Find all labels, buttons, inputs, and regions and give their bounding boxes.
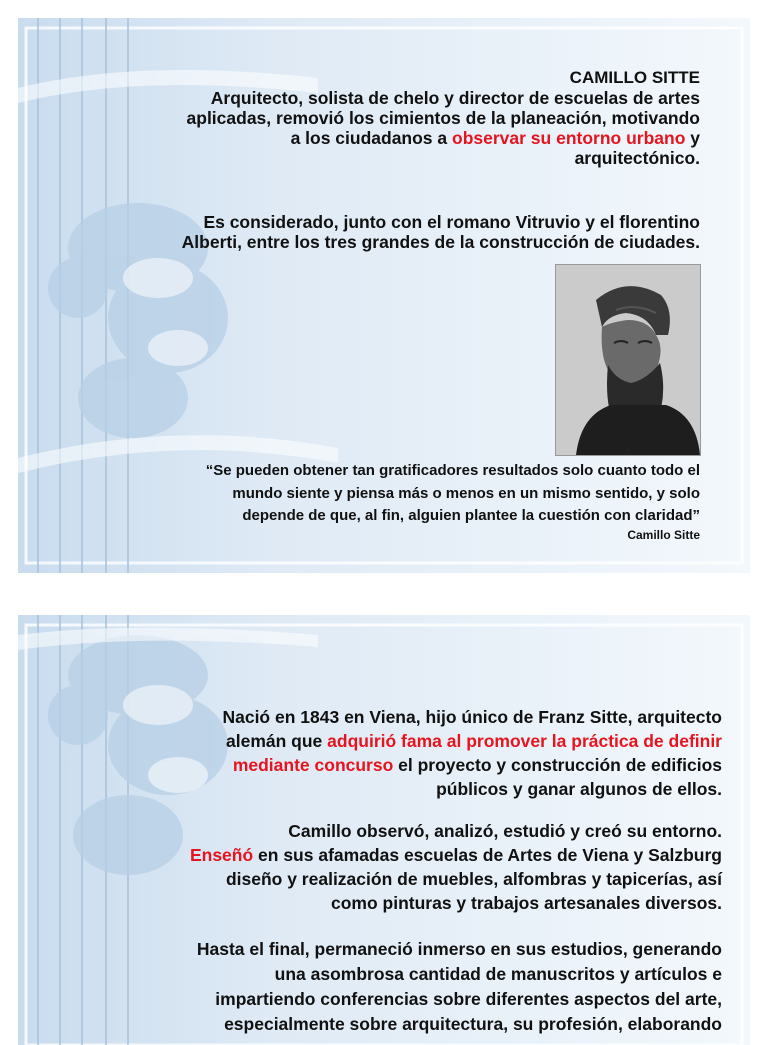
slide-2-paragraph-3: Hasta el final, permaneció inmerso en sus estudios, generando una asombrosa cantidad de manuscritos y artículos e impartiendo conferencias sobre diferentes aspectos del arte, especialmente sobre arquitectura, su profesión, elaborando: [196, 939, 722, 1034]
intro-line: arquitectónico.: [574, 148, 700, 168]
slide-2: [18, 615, 750, 1045]
quote-block: “Se pueden obtener tan gratificadores resultados solo cuanto todo el mundo siente y piensa más o menos en un mismo sentido, y solo depende de que, al fin, alguien plantee la cuestión con claridad” Camillo Sitte: [205, 462, 700, 542]
intro-line: Arquitecto, solista de chelo y director de escuelas de artes: [210, 88, 700, 108]
svg-text:~: ~: [626, 447, 629, 452]
intro-line: a los ciudadanos a observar su entorno urbano y: [290, 128, 700, 148]
slide-2-paragraph-1: Nació en 1843 en Viena, hijo único de Franz Sitte, arquitecto alemán que adquirió fama al promover la práctica de definir mediante concurso el proyecto y construcción de edificios públicos y ganar algunos de ellos.: [222, 707, 722, 799]
portrait-image: [556, 265, 700, 455]
intro-line: aplicadas, removió los cimientos de la planeación, motivando: [186, 108, 700, 128]
slide-1: [18, 18, 750, 573]
highlight-text: observar su entorno urbano: [452, 128, 686, 148]
highlight-text: mediante concurso: [232, 755, 394, 775]
camillo-sitte-portrait: [555, 264, 701, 456]
slide-2-paragraph-2: Camillo observó, analizó, estudió y creó su entorno. Enseñó en sus afamadas escuelas de Artes de Viena y Salzburg diseño y realización de muebles, alfombras y tapicerías, así como pinturas y trabajos artesanales diversos.: [189, 821, 722, 913]
quote-attribution: Camillo Sitte: [627, 527, 700, 542]
slide-1-intro: [187, 68, 700, 168]
highlight-text: adquirió fama al promover la práctica de definir: [327, 731, 722, 751]
slide-1-title: CAMILLO SITTE: [569, 68, 700, 87]
highlight-text: Enseñó: [189, 845, 254, 865]
slide-1-paragraph-2: Es considerado, junto con el romano Vitruvio y el florentino Alberti, entre los tres grandes de la construcción de ciudades.: [181, 212, 700, 252]
